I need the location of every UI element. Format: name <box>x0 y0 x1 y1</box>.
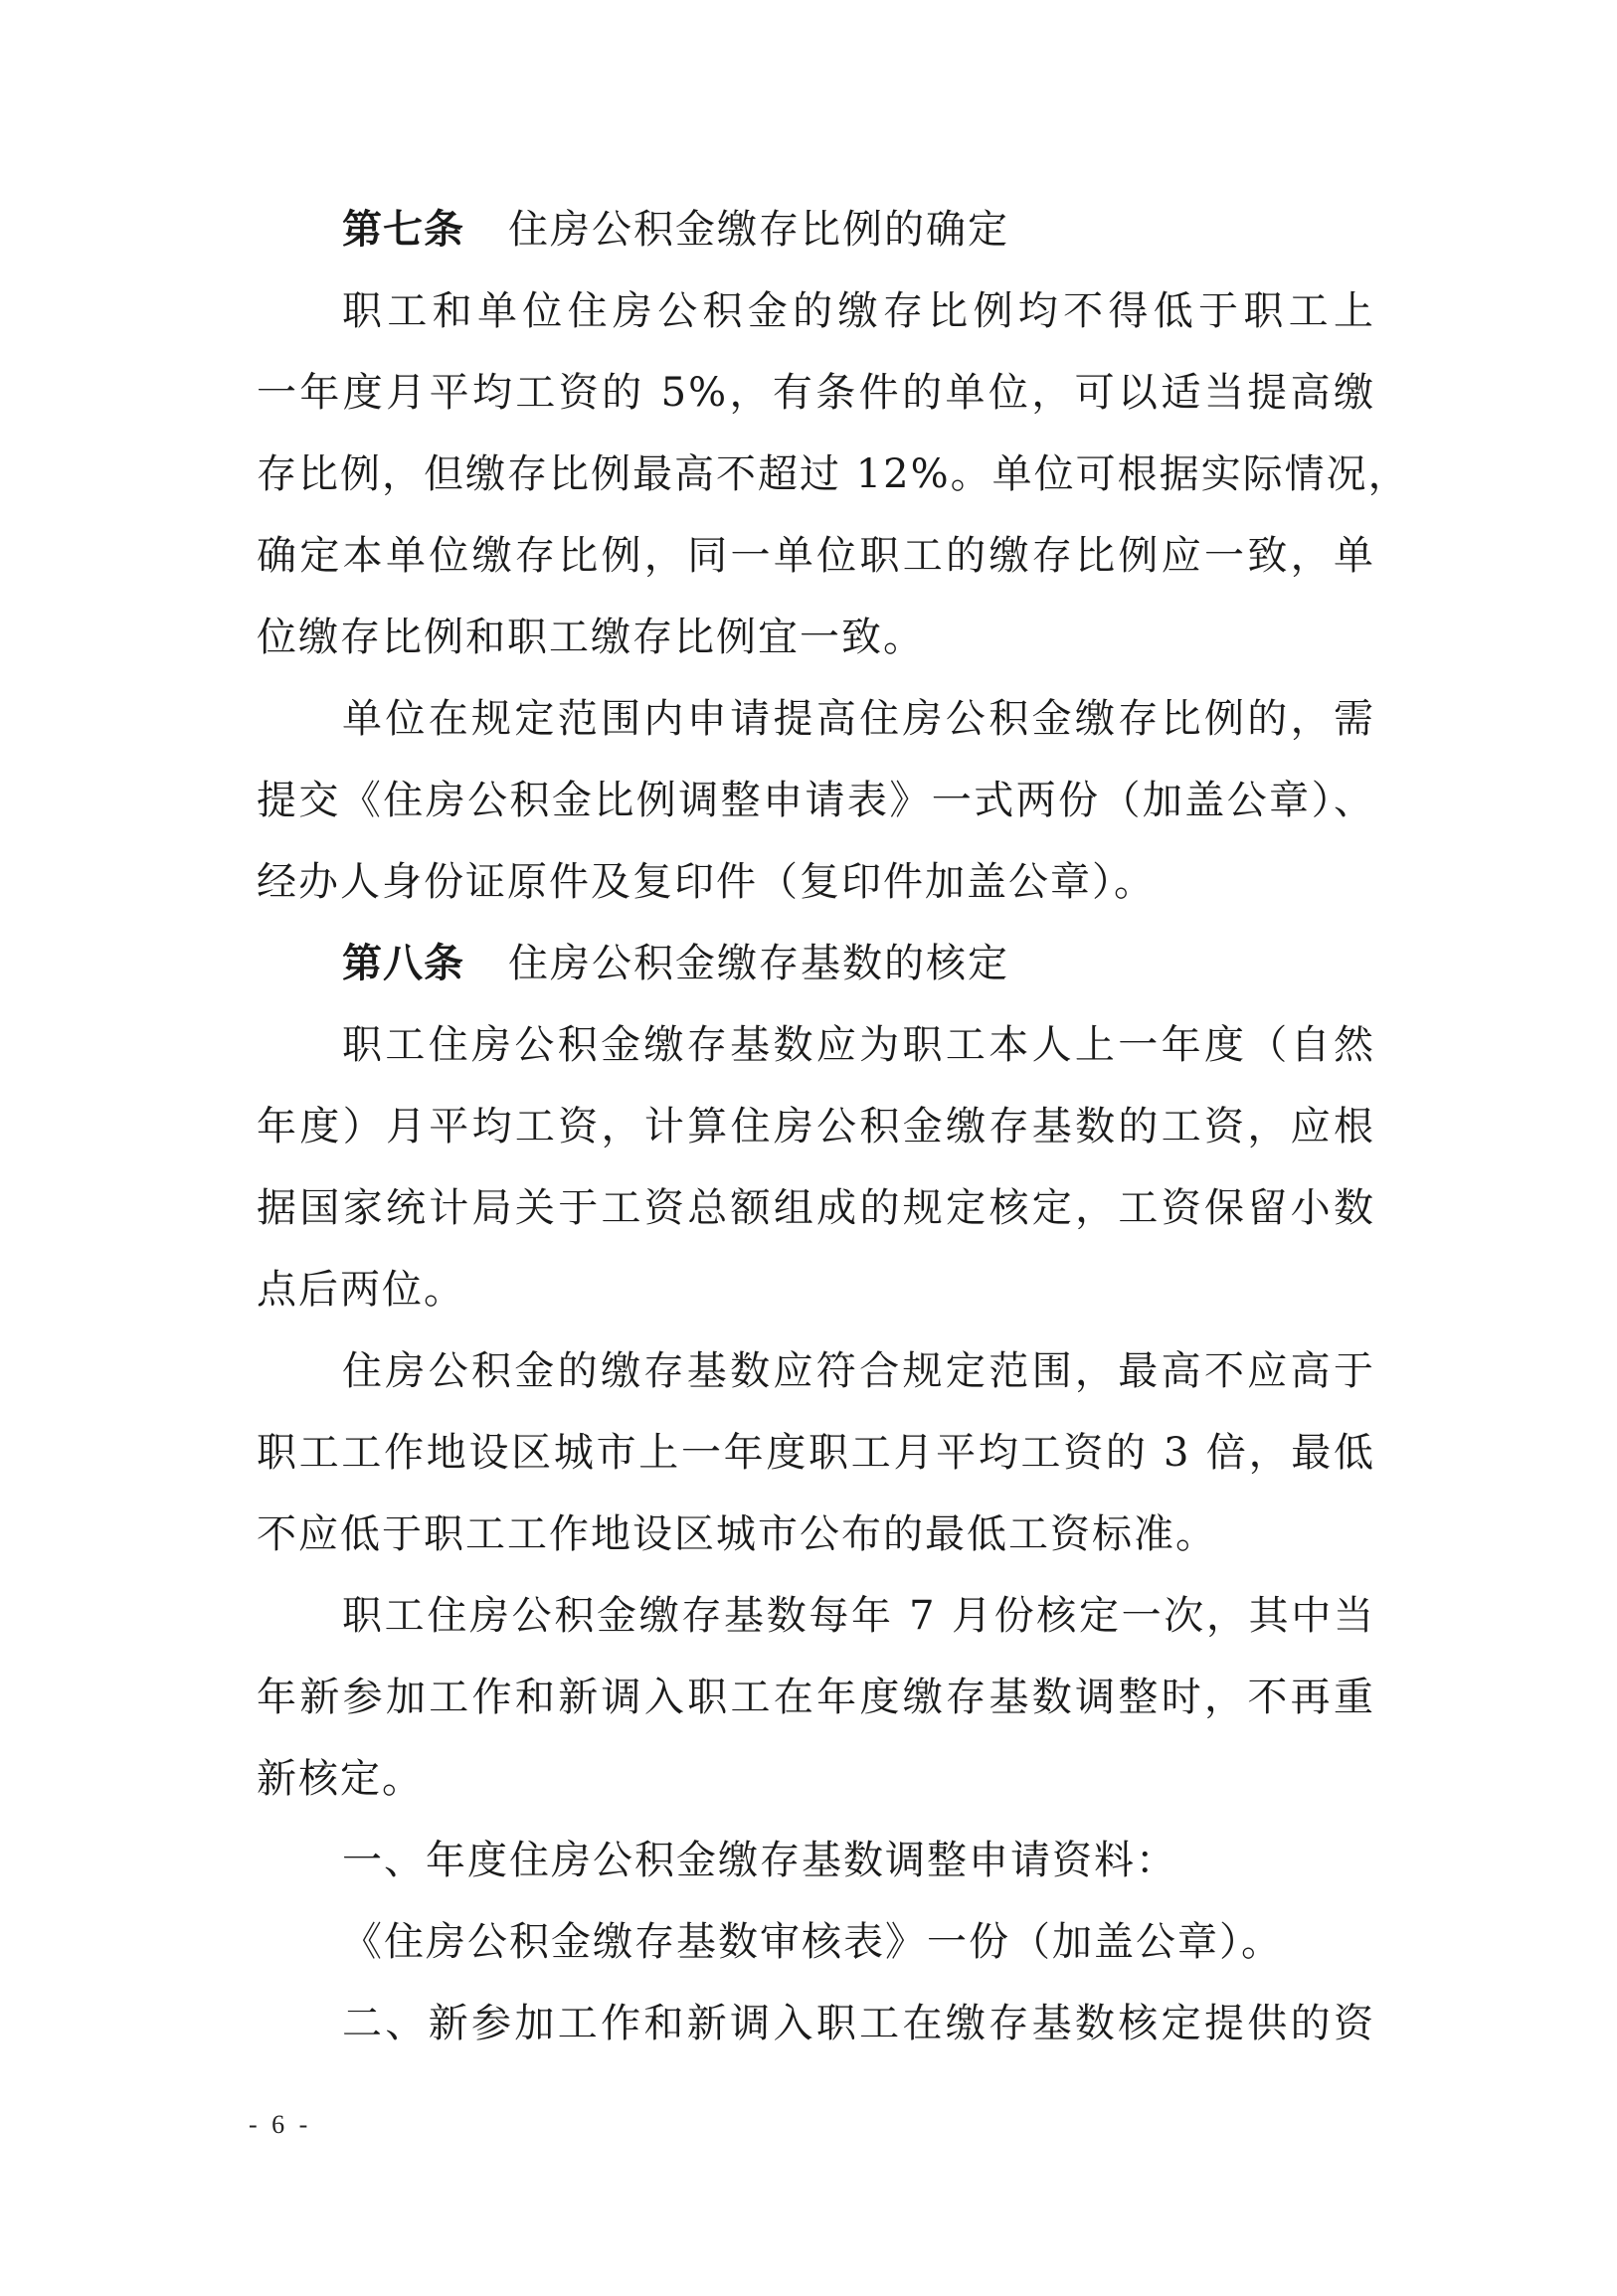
paragraph-line: 职工工作地设区城市上一年度职工月平均工资的 3 倍，最低 <box>257 1430 1375 1476</box>
paragraph-line: 年新参加工作和新调入职工在年度缴存基数调整时，不再重 <box>257 1675 1375 1720</box>
paragraph-line: 年度）月平均工资，计算住房公积金缴存基数的工资，应根 <box>257 1104 1375 1149</box>
article-7-title: 住房公积金缴存比例的确定 <box>508 207 1009 253</box>
document-body <box>257 189 1410 2064</box>
list-item: 二、新参加工作和新调入职工在缴存基数核定提供的资 <box>342 2001 1375 2046</box>
paragraph-line: 住房公积金的缴存基数应符合规定范围，最高不应高于 <box>342 1348 1375 1394</box>
paragraph-line: 不应低于职工工作地设区城市公布的最低工资标准。 <box>257 1511 1217 1557</box>
paragraph-line: 单位在规定范围内申请提高住房公积金缴存比例的，需 <box>342 696 1375 742</box>
paragraph-line: 职工住房公积金缴存基数每年 7 月份核定一次，其中当 <box>342 1593 1375 1639</box>
paragraph-line: 存比例，但缴存比例最高不超过 12%。单位可根据实际情况， <box>257 451 1410 497</box>
paragraph-line: 经办人身份证原件及复印件（复印件加盖公章）。 <box>257 859 1156 905</box>
paragraph-line: 点后两位。 <box>257 1267 465 1313</box>
article-8-number: 第八条 <box>342 941 464 986</box>
article-7-number: 第七条 <box>342 207 464 253</box>
article-8-heading <box>257 923 1375 1004</box>
page-number: - 6 - <box>249 2110 312 2139</box>
article-8-title: 住房公积金缴存基数的核定 <box>508 941 1009 986</box>
paragraph-line: 确定本单位缴存比例，同一单位职工的缴存比例应一致，单 <box>257 533 1375 579</box>
paragraph-line: 据国家统计局关于工资总额组成的规定核定，工资保留小数 <box>257 1185 1375 1231</box>
paragraph-line: 职工住房公积金缴存基数应为职工本人上一年度（自然 <box>342 1022 1375 1068</box>
article-7-heading <box>257 189 1375 270</box>
list-item-detail: 《住房公积金缴存基数审核表》一份（加盖公章）。 <box>342 1919 1283 1965</box>
paragraph-line: 新核定。 <box>257 1756 424 1802</box>
paragraph-line: 职工和单位住房公积金的缴存比例均不得低于职工上 <box>342 288 1375 334</box>
paragraph-line: 一年度月平均工资的 5%，有条件的单位，可以适当提高缴 <box>257 370 1375 416</box>
paragraph-line: 提交《住房公积金比例调整申请表》一式两份（加盖公章）、 <box>257 778 1375 823</box>
paragraph-line: 位缴存比例和职工缴存比例宜一致。 <box>257 615 925 660</box>
list-item: 一、年度住房公积金缴存基数调整申请资料： <box>342 1838 1177 1883</box>
